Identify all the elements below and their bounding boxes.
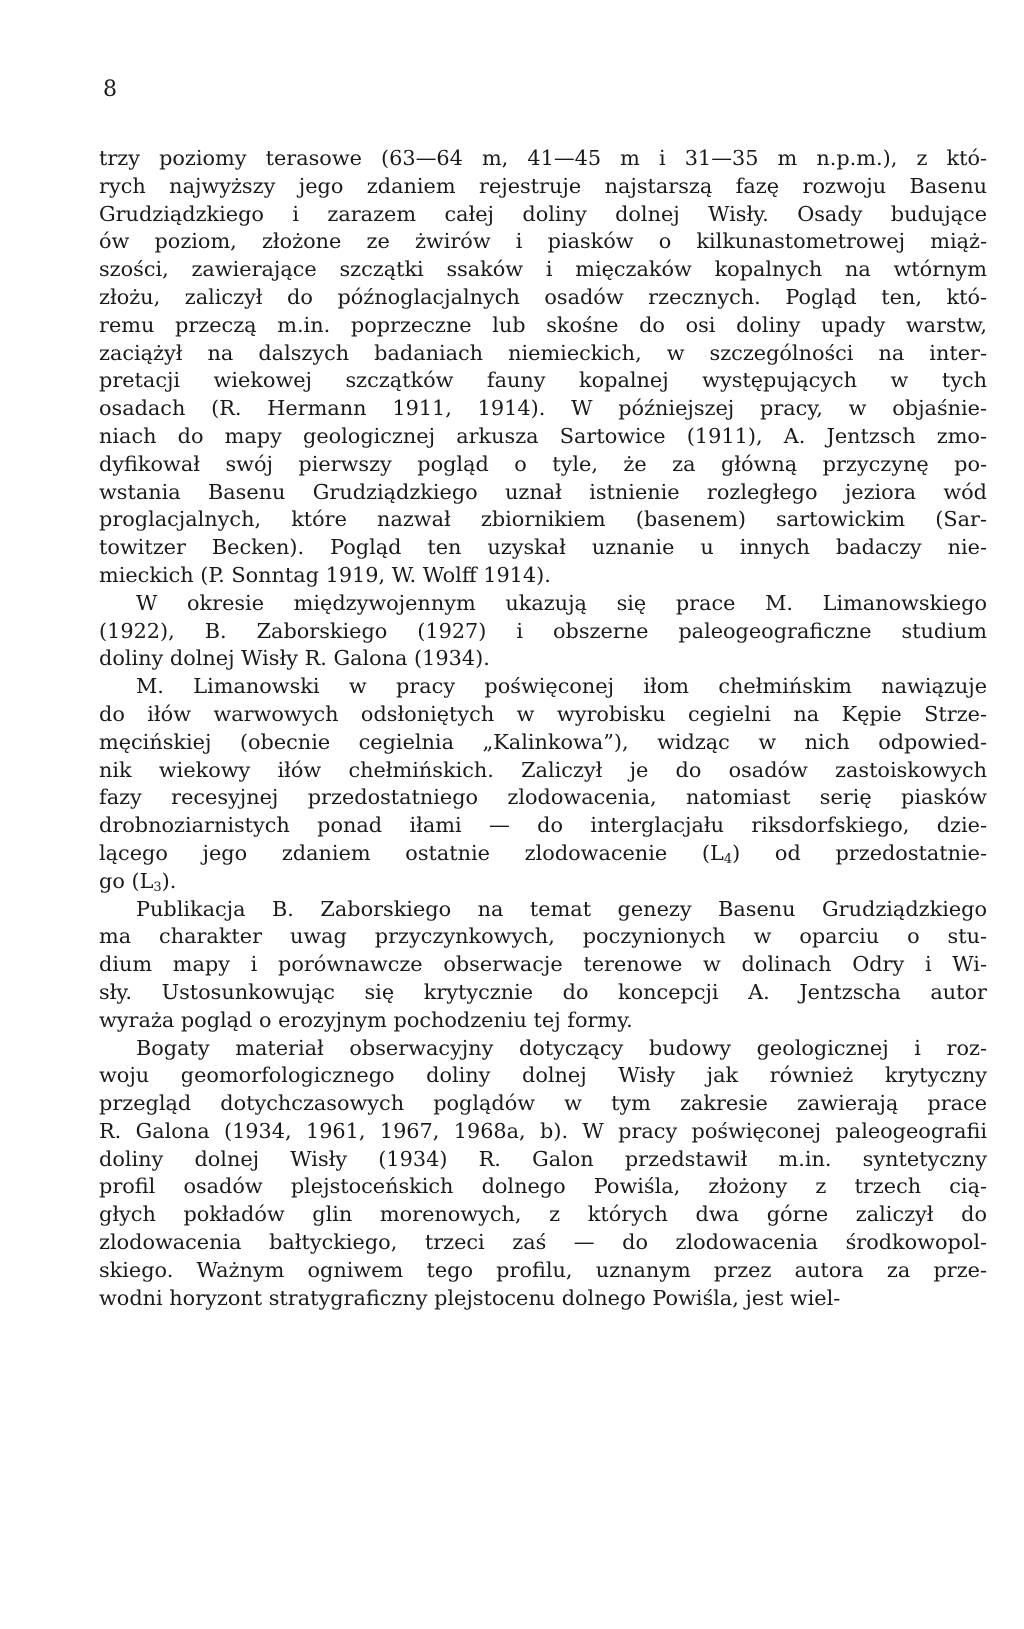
text-line: dyfikował swój pierwszy pogląd o tyle, że za główną przyczynę po- [99, 451, 987, 476]
text-line: W okresie międzywojennym ukazują się prace M. Limanowskiego [136, 590, 987, 615]
text-line: Bogaty materiał obserwacyjny dotyczący budowy geologicznej i roz- [136, 1035, 987, 1060]
text-line: zaciążył na dalszych badaniach niemieckich, w szczególności na inter- [99, 340, 987, 365]
text-line: dium mapy i porównawcze obserwacje terenowe w dolinach Odry i Wi- [99, 952, 987, 977]
text-line: Grudziądzkiego i zarazem całej doliny dolnej Wisły. Osady budujące [99, 201, 987, 226]
text-line: fazy recesyjnej przedostatniego zlodowacenia, natomiast serię piasków [99, 785, 987, 810]
text-line: drobnoziarnistych ponad iłami — do interglacjału riksdorfskiego, dzie- [99, 813, 987, 838]
text-line: szości, zawierające szczątki ssaków i mięczaków kopalnych na wtórnym [99, 257, 987, 282]
text-line: do iłów warwowych odsłoniętych w wyrobisku cegielni na Kępie Strze- [99, 701, 987, 726]
text-line: proglacjalnych, które nazwał zbiornikiem (basenem) sartowickim (Sar- [99, 507, 987, 532]
page-number: 8 [103, 77, 117, 102]
text-line: nik wiekowy iłów chełmińskich. Zaliczył je do osadów zastoiskowych [99, 757, 987, 782]
text-line: woju geomorfologicznego doliny dolnej Wisły jak również krytyczny [99, 1063, 987, 1088]
text-line: profil osadów plejstoceńskich dolnego Powiśla, złożony z trzech cią- [99, 1174, 987, 1199]
text-line: skiego. Ważnym ogniwem tego profilu, uznanym przez autora za prze- [99, 1257, 987, 1282]
text-line: lącego jego zdaniem ostatnie zlodowacenie $(L_4)$ od przedostatnie- [99, 840, 987, 867]
text-line: sły. Ustosunkowując się krytycznie do koncepcji A. Jentzscha autor [99, 979, 987, 1004]
text-line: Publikacja B. Zaborskiego na temat genezy Basenu Grudziądzkiego [136, 896, 987, 921]
text-line: (1922), B. Zaborskiego (1927) i obszerne paleogeograficzne studium [99, 618, 987, 643]
text-line: M. Limanowski w pracy poświęconej iłom chełmińskim nawiązuje [136, 674, 987, 699]
text-line: wstania Basenu Grudziądzkiego uznał istnienie rozległego jeziora wód [99, 479, 987, 504]
text-line: wyraża pogląd o erozyjnym pochodzeniu tej formy. [99, 1007, 633, 1032]
text-line: go $(L_3)$. [99, 868, 177, 895]
text-line: towitzer Becken). Pogląd ten uzyskał uznanie u innych badaczy nie- [99, 535, 987, 560]
text-line: niach do mapy geologicznej arkusza Sartowice (1911), A. Jentzsch zmo- [99, 423, 987, 448]
text-line: rych najwyższy jego zdaniem rejestruje najstarszą fazę rozwoju Basenu [99, 173, 987, 198]
text-line: pretacji wiekowej szczątków fauny kopalnej występujących w tych [99, 368, 987, 393]
body-text [99, 145, 987, 1312]
text-line: przegląd dotychczasowych poglądów w tym zakresie zawierają prace [99, 1091, 987, 1116]
text-line: doliny dolnej Wisły (1934) R. Galon przedstawił m.in. syntetyczny [99, 1146, 987, 1171]
text-line: trzy poziomy terasowe (63—64 m, 41—45 m i 31—35 m n.p.m.), z któ- [99, 146, 987, 170]
text-line: osadach (R. Hermann 1911, 1914). W późniejszej pracy, w objaśnie- [99, 396, 987, 421]
text-line: zlodowacenia bałtyckiego, trzeci zaś — do zlodowacenia środkowopol- [99, 1230, 987, 1255]
text-line: głych pokładów glin morenowych, z których dwa górne zaliczył do [99, 1202, 987, 1227]
text-line: wodni horyzont stratygraficzny plejstocenu dolnego Powiśla, jest wiel- [99, 1285, 841, 1310]
text-line: męcińskiej (obecnie cegielnia „Kalinkowa”), widząc w nich odpowied- [99, 729, 987, 754]
text-line: doliny dolnej Wisły R. Galona (1934). [99, 646, 490, 671]
text-line: mieckich (P. Sonntag 1919, W. Wolff 1914). [99, 562, 551, 587]
text-line: ma charakter uwag przyczynkowych, poczynionych w oparciu o stu- [99, 924, 987, 949]
text-line: remu przeczą m.in. poprzeczne lub skośne do osi doliny upady warstw, [99, 312, 987, 337]
text-line: złożu, zaliczył do późnoglacjalnych osadów rzecznych. Pogląd ten, któ- [99, 284, 987, 309]
text-line: R. Galona (1934, 1961, 1967, 1968a, b). W pracy poświęconej paleogeografii [99, 1118, 987, 1143]
text-line: ów poziom, złożone ze żwirów i piasków o kilkunastometrowej miąż- [99, 229, 987, 254]
